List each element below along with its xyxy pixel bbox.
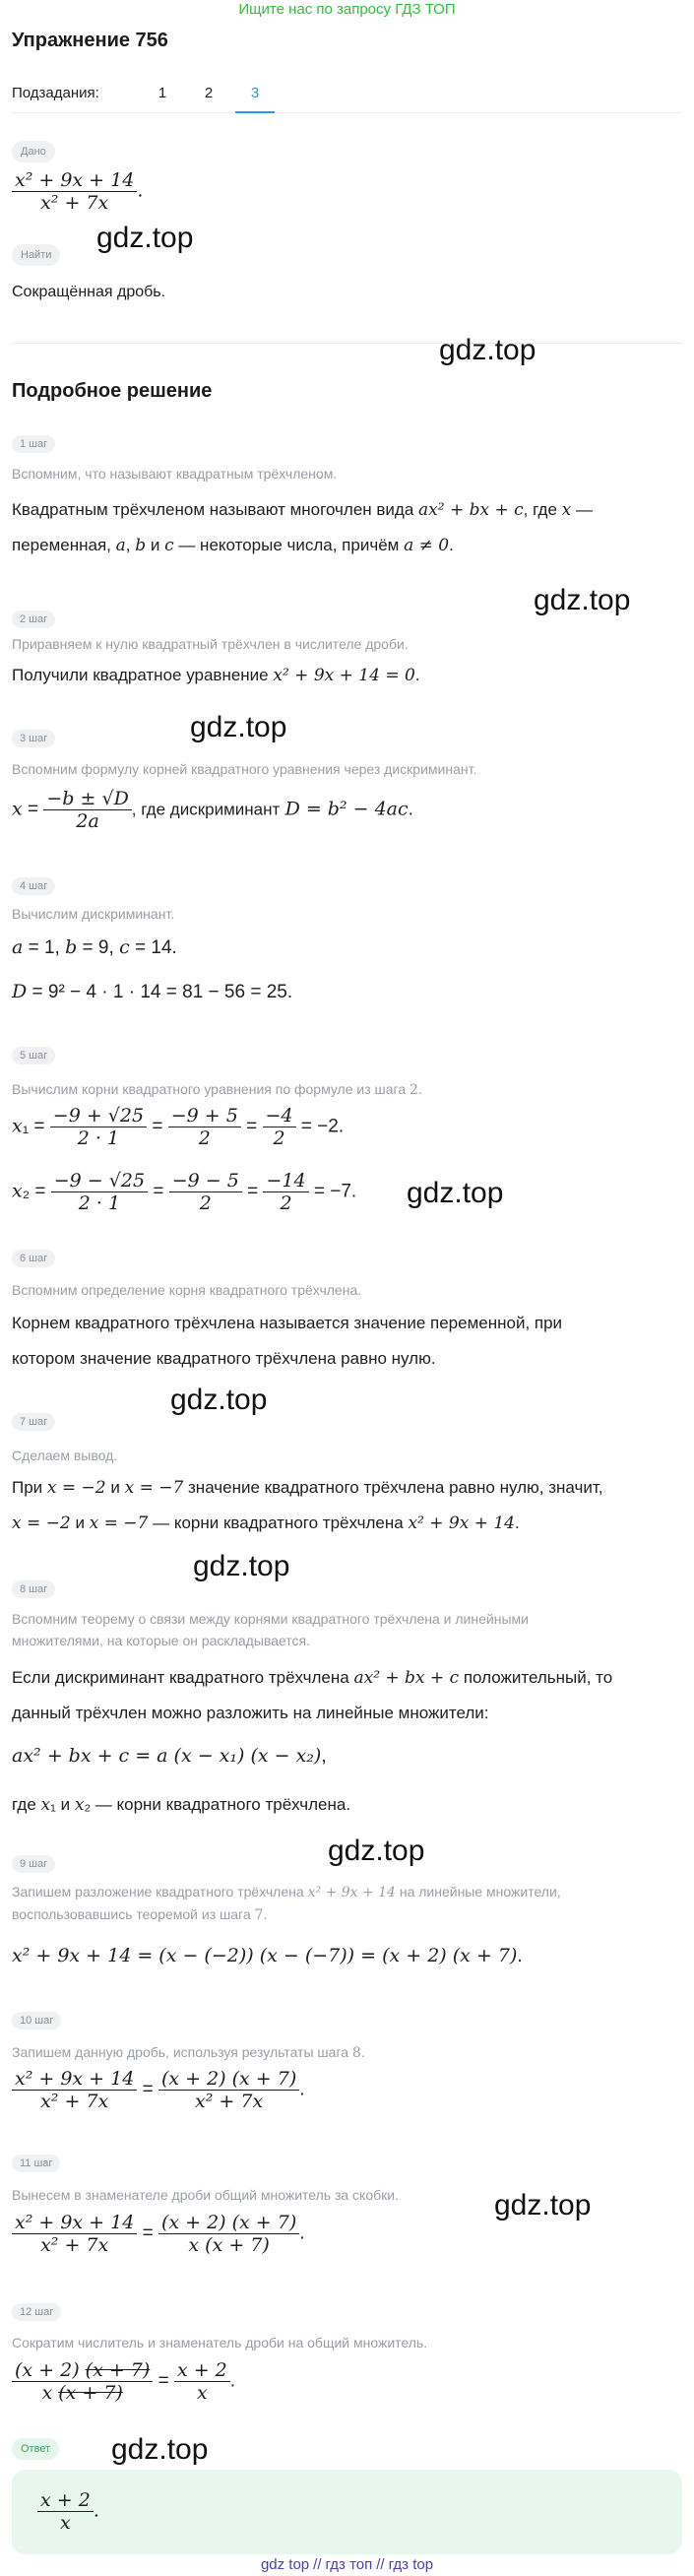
step-4-values: a = 1, b = 9, c = 14. [12, 936, 177, 958]
footer-link-3[interactable]: гдз top [388, 2556, 434, 2573]
find-badge: Найти [12, 244, 60, 266]
watermark: gdz.top [494, 2189, 592, 2222]
step-4-badge: 4 шаг [12, 877, 55, 895]
answer-box [12, 2470, 682, 2554]
step-12-badge: 12 шаг [12, 2303, 61, 2321]
divider [12, 343, 682, 344]
step-8-badge: 8 шаг [12, 1580, 55, 1598]
step-7-hint: Сделаем вывод. [12, 1448, 118, 1463]
step-10-badge: 10 шаг [12, 2012, 61, 2029]
watermark: gdz.top [96, 222, 194, 254]
solution-title: Подробное решение [12, 380, 213, 402]
step-5-hint: Вычислим корни квадратного уравнения по формуле из шага 2. [12, 1081, 422, 1098]
step-6-hint: Вспомним определение корня квадратного трёхчлена. [12, 1282, 362, 1298]
step-5-root-2: x₂ = $\frac{-9 - √25}{2 \cdot 1}$ = $\frac{-9 - 5}{2}$ = $\frac{-14}{2}$ = −7. [12, 1170, 357, 1214]
step-8-hint: Вспомним теорему о связи между корнями квадратного трёхчлена и линейными множителями, на которые он раскладывается. [12, 1611, 529, 1648]
step-11-hint: Вынесем в знаменателе дроби общий множитель за скобки. [12, 2187, 399, 2203]
step-6-badge: 6 шаг [12, 1250, 55, 1267]
step-10-equation: $\frac{\text{x² + 9x + 14}}{\text{x² + 7x}}$ = $\frac{(x + 2) (x + 7)}{\text{x² + 7x}}$ . [12, 2068, 305, 2112]
step-7-badge: 7 шаг [12, 1413, 55, 1431]
step-6-text: Корнем квадратного трёхчлена называется значение переменной, при котором значение квадратного трёхчлена равно нулю. [12, 1314, 563, 1368]
answer-badge: Ответ [12, 2438, 59, 2460]
watermark: gdz.top [190, 711, 287, 743]
find-text: Сокращённая дробь. [12, 284, 166, 300]
step-8-text-roots: где x₁ и x₂ — корни квадратного трёхчлена. [12, 1795, 351, 1815]
step-2-hint: Приравняем к нулю квадратный трёхчлен в числителе дроби. [12, 636, 409, 652]
tab-subtask-3[interactable]: 3 [235, 83, 275, 113]
step-3-hint: Вспомним формулу корней квадратного уравнения через дискриминант. [12, 761, 477, 777]
step-9-badge: 9 шаг [12, 1855, 55, 1873]
step-9-factorization: x² + 9x + 14 = (x − (−2)) (x − (−7)) = (x + 2) (x + 7). [12, 1945, 523, 1966]
step-8-factorization: ax² + bx + c = a (x − x₁) (x − x₂), [12, 1745, 327, 1767]
step-10-hint: Запишем данную дробь, используя результаты шага 8. [12, 2044, 365, 2061]
step-11-equation: $\frac{\text{x² + 9x + 14}}{\text{x² + 7x}}$ = $\frac{(x + 2) (x + 7)}{x (x + 7)}$ . [12, 2212, 305, 2256]
step-11-badge: 11 шаг [12, 2155, 60, 2172]
footer-link-2[interactable]: гдз топ [325, 2556, 373, 2573]
step-12-equation: $\frac{(x + 2) (x + 7)}{x (x + 7)}$ = $\frac{x + 2}{x}$ . [12, 2359, 235, 2404]
watermark: gdz.top [407, 1177, 504, 1209]
tab-subtask-2[interactable]: 2 [204, 85, 214, 101]
step-5-badge: 5 шаг [12, 1047, 55, 1064]
tab-subtask-1[interactable]: 1 [158, 85, 167, 101]
step-7-text: При x = −2 и x = −7 значение квадратного трёхчлена равно нулю, значит, x = −2 и x = −7 — корни квадратного трёхчлена x² + 9x + 14. [12, 1478, 603, 1533]
watermark: gdz.top [170, 1384, 268, 1416]
step-1-hint: Вспомним, что называют квадратным трёхчленом. [12, 466, 338, 482]
page-title: Упражнение 756 [12, 30, 168, 51]
step-12-hint: Сократим числитель и знаменатель дроби на общий множитель. [12, 2335, 428, 2351]
watermark: gdz.top [328, 1835, 425, 1867]
step-1-badge: 1 шаг [12, 435, 55, 453]
step-4-hint: Вычислим дискриминант. [12, 906, 175, 922]
step-4-discriminant: D = 9² − 4 · 1 · 14 = 81 − 56 = 25. [12, 981, 293, 1002]
step-2-badge: 2 шаг [12, 611, 55, 628]
step-8-text: Если дискриминант квадратного трёхчлена ax² + bx + c положительный, то данный трёхчлен можно разложить на линейные множители: [12, 1668, 613, 1722]
step-9-hint: Запишем разложение квадратного трёхчлена x² + 9x + 14 на линейные множители, воспользовавшись теоремой из шага 7. [12, 1884, 561, 1923]
given-fraction: $\frac{\text{x² + 9x + 14}}{\text{x² + 7x}}$ . [12, 169, 143, 214]
answer-fraction: $\frac{x + 2}{x}$ . [37, 2489, 99, 2534]
step-2-text: Получили квадратное уравнение x² + 9x + 14 = 0. [12, 666, 420, 685]
footer-separator: // [313, 2556, 322, 2573]
watermark: gdz.top [534, 584, 631, 616]
step-1-text: Квадратным трёхчленом называют многочлен вида ax² + bx + c, где x — переменная, a, b и c — некоторые числа, причём a ≠ 0. [12, 500, 593, 555]
watermark: gdz.top [193, 1550, 290, 1582]
subtasks-tabs [12, 83, 682, 113]
promo-banner[interactable]: Ищите нас по запросу ГДЗ ТОП [238, 1, 456, 18]
given-badge: Дано [12, 141, 55, 162]
footer-link-1[interactable]: gdz top [260, 2556, 310, 2573]
step-3-badge: 3 шаг [12, 730, 55, 747]
watermark: gdz.top [111, 2433, 209, 2466]
step-3-formula: x = $\frac{-b \pm √D}{2a}$ , где дискриминант D = b² − 4ac. [12, 788, 413, 832]
footer-separator: // [376, 2556, 385, 2573]
subtasks-label: Подзадания: [12, 85, 99, 101]
watermark: gdz.top [439, 334, 536, 366]
step-5-root-1: x₁ = $\frac{-9 + √25}{2 \cdot 1}$ = $\frac{-9 + 5}{2}$ = $\frac{-4}{2}$ = −2. [12, 1105, 345, 1149]
footer-links [0, 2554, 694, 2576]
